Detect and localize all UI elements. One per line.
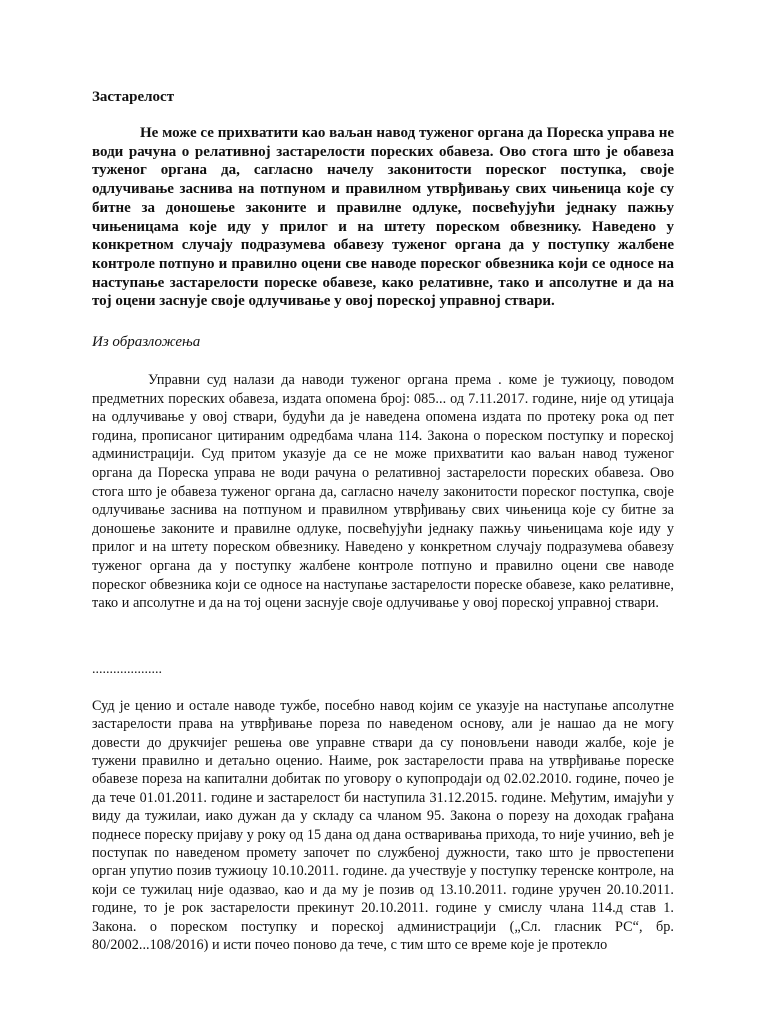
reasoning-paragraph: Управни суд налази да наводи туженог органа према . коме је тужиоцу, поводом предметних пореских обавеза, издата опомена број: 085... од 7.11.2017. године, није од утицаја на одлучивање у овој ствари, будући да је наведена опомена издата по протеку рока од пет година, прописаног цитираним одредбама члана 114. Закона о пореском поступку и пореској администрацији. Суд притом указује да се не може прихватити као ваљан навод туженог органа да Пореска управа не води рачуна о релативној застарелости пореских обавеза. Ово стога што је обавеза туженог органа да, сагласно начелу законитости пореског поступка, своје одлучивање заснива на потпуном и правилном утврђивању свих чињеница које су битне за доношење законите и правилне одлуке, посвећујући једнаку пажњу чињеницама које иду у прилог и на штету пореском обвезнику. Наведено у конкретном случају подразумева обавезу туженог органа да у поступку жалбене контроле потпуно и правилно оцени све наводе пореског обвезника који се односе на наступање застарелости пореске обавезе, како релативне, тако и апсолутне и да на тој оцени заснује своје одлучивање у овој пореској управној ствари.: [92, 372, 674, 612]
document-page: [92, 88, 674, 954]
section-heading: Застарелост: [92, 89, 175, 105]
summary-paragraph: Не може се прихватити као ваљан навод туженог органа да Пореска управа не води рачуна о релативној застарелости пореских обавеза. Ово стога што је обавеза туженог органа да, сагласно начелу законитости пореског поступка, своје одлучивање заснива на потпуном и правилном утврђивању свих чињеница које су битне за доношење законите и правилне одлуке, посвећујући једнаку пажњу чињеницама које иду у прилог и на штету пореском обвезнику. Наведено у конкретном случају подразумева обавезу туженог органа да у поступку жалбене контроле потпуно и правилно оцени све наводе пореског обвезника који се односе на наступање застарелости пореске обавезе, како релативне, тако и апсолутне и да на тој оцени заснује своје одлучивање у овој пореској управној ствари.: [92, 125, 674, 310]
reasoning-heading: Из образложења: [92, 334, 201, 351]
section-separator: ....................: [92, 661, 162, 677]
second-paragraph: Суд је ценио и остале наводе тужбе, посебно навод којим се указује на наступање апсолутне застарелости права на утврђивање пореза по наведеном основу, али је нашао да не могу довести до друкчијег решења ове управне ствари да су поновљени наводи жалбе, које је тужени правилно и детаљно оценио. Наиме, рок застарелости права на утврђивање пореске обавезе пореза на капитални добитак по уговору о купопродаји од 02.02.2010. године, почео је да тече 01.01.2011. године и застарелост би наступила 31.12.2015. године. Међутим, имајући у виду да тужилаи, иако дужан да у складу са чланом 95. Закона о порезу на доходак грађана поднесе пореску пријаву у року од 15 дана од дана остваривања прихода, то није учинио, већ је поступак по наведеном промету започет по службеној дужности, тако што је првостепени орган упутио позив тужиоцу 10.10.2011. године. да учествује у поступку теренске контроле, на који се тужилац није одазвао, као и да му је позив од 13.10.2011. године уручен 20.10.2011. године, то је рок застарелости прекинут 20.10.2011. године у смислу члана 114.д став 1. Закона. о пореском поступку и пореској администрацији („Сл. гласник РС“, бр. 80/2002...108/2016) и исти почео поново да тече, с тим што се време које је протекло: [92, 697, 674, 954]
